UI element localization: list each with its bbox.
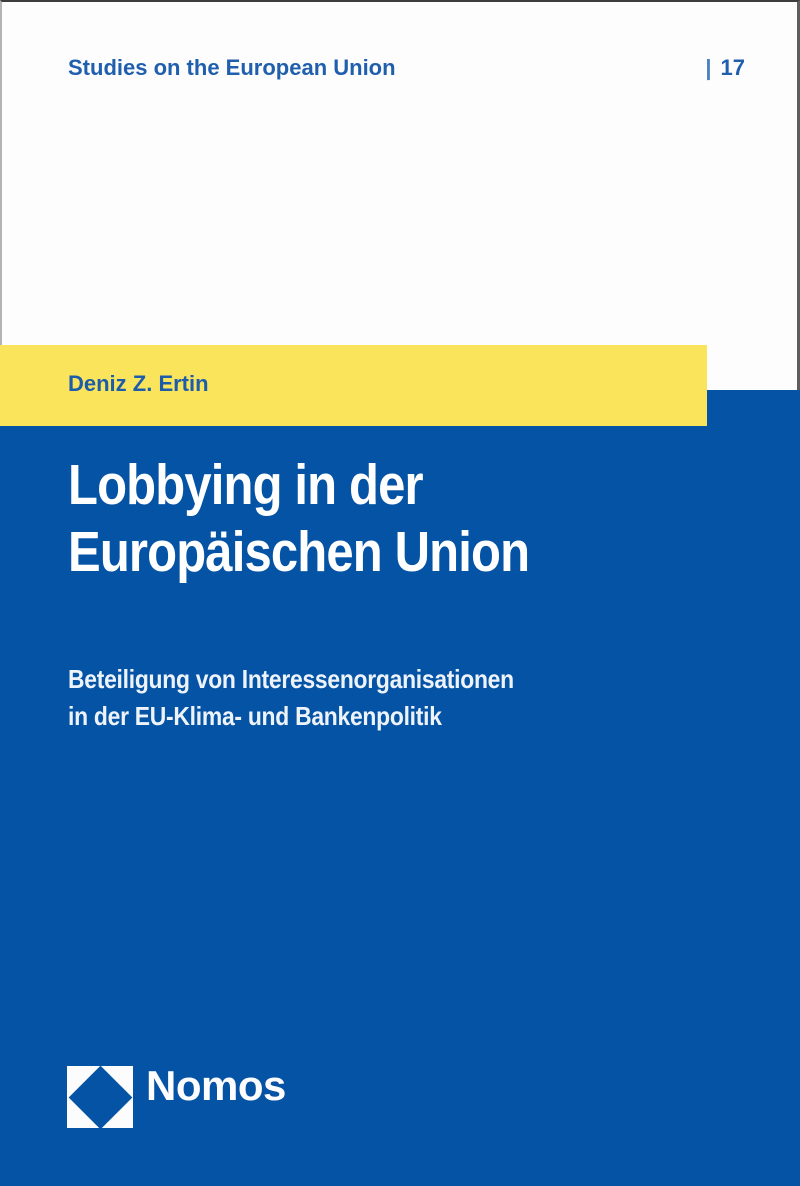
book-subtitle — [68, 661, 514, 735]
series-header-panel — [0, 0, 800, 390]
nomos-diamond-icon — [69, 1066, 133, 1128]
series-separator-bar: | — [705, 55, 712, 80]
book-title — [68, 452, 529, 586]
publisher-name: Nomos — [146, 1062, 286, 1109]
author-name: Deniz Z. Ertin — [68, 371, 209, 396]
series-title: Studies on the European Union — [68, 55, 396, 80]
series-number: 17 — [720, 55, 745, 80]
series-number-group — [705, 55, 745, 81]
book-subtitle-line-2: in der EU-Klima- und Bankenpolitik — [68, 701, 442, 731]
series-header-row — [68, 55, 745, 81]
nomos-logo — [67, 1066, 133, 1128]
author-band — [0, 345, 707, 426]
book-subtitle-line-1: Beteiligung von Interessenorganisationen — [68, 664, 514, 694]
book-title-line-2: Europäischen Union — [68, 520, 530, 584]
book-title-line-1: Lobbying in der — [68, 453, 423, 517]
